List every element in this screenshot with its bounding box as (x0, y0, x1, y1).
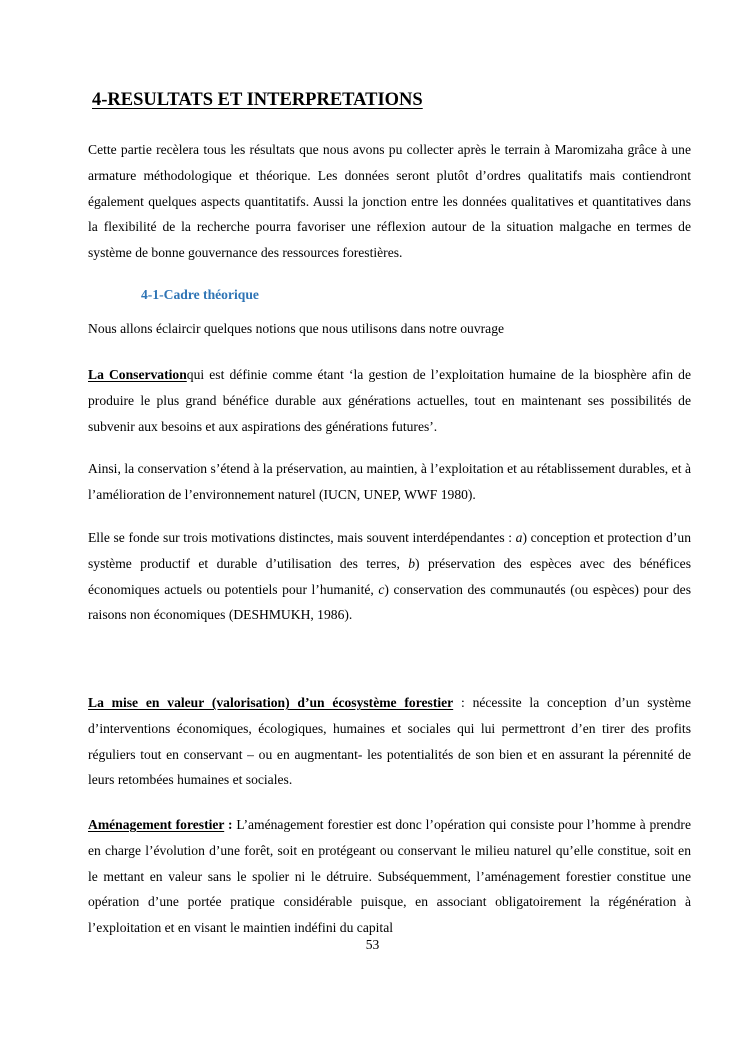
motivation-a-label: a (515, 530, 523, 545)
section-intro-paragraph: Cette partie recèlera tous les résultats que nous avons pu collecter après le terrain à Maromizaha grâce à une armature méthodologique et théorique. Les données seront plutôt d’ordres qualitatifs mais contiendront également quelques aspects quantitatifs. Aussi la jonction entre les données qualitatives et quantitatives dans la flexibilité de la recherche pourra favoriser une réflexion autour de la situation malgache en termes de système de bonne gouvernance des ressources forestières. (88, 142, 691, 261)
amenagement-term: Aménagement forestier (88, 817, 225, 832)
subsection-intro-paragraph: Nous allons éclaircir quelques notions que nous utilisons dans notre ouvrage (88, 321, 505, 336)
motivation-b-label: b (408, 555, 416, 571)
motivations-lead-text: Elle se fonde sur trois motivations distinctes, mais souvent interdépendantes : (88, 530, 516, 545)
amenagement-definition-text: L’aménagement forestier est donc l’opération qui consiste pour l’homme à prendre en charge l’évolution d’une forêt, soit en protégeant ou conservant le milieu naturel qu’elle constitue, soit en le mettant en valeur sans le spolier ni le détruire. Subséquemment, l’aménagement forestier constitue une opération d’une portée pratique considérable puisque, en associant obligatoirement la régénération à l’exploitation et en visant le maintien indéfini du capital (88, 817, 691, 936)
mise-en-valeur-definition-text: : nécessite la conception d’un système d’interventions économiques, écologiques, humaines et sociales qui lui permettront d’en tirer des profits réguliers tout en conservant – ou en augmentant- les potentialités de son bien et en assurant la pérennité de leurs retombées humaines et sociales. (88, 695, 691, 788)
conservation-definition-text: qui est définie comme étant ‘la gestion de l’exploitation humaine de la biosphère afin de produire le plus grand bénéfice durable aux générations actuelles, tout en maintenant ses possibilités de subvenir aux besoins et aux aspirations des générations futures’. (88, 367, 691, 434)
conservation-definition-paragraph (88, 362, 691, 439)
conservation-motivations-paragraph (88, 525, 691, 628)
motivation-b-text: ) préservation des espèces avec des bénéfices économiques actuels ou potentiels pour l’humanité, (88, 555, 691, 597)
mise-en-valeur-paragraph (88, 690, 691, 793)
mise-en-valeur-term: La mise en valeur (valorisation) d’un écosystème forestier (88, 695, 454, 710)
conservation-extension-paragraph: Ainsi, la conservation s’étend à la préservation, au maintien, à l’exploitation et au rétablissement durables, et à l’amélioration de l’environnement naturel (IUCN, UNEP, WWF 1980). (88, 461, 691, 502)
amenagement-separator: : (224, 817, 233, 832)
amenagement-paragraph (88, 812, 691, 941)
motivation-a-text: ) conception et protection d’un système productif et durable d’utilisation des terres, (88, 530, 691, 571)
subsection-heading: 4-1-Cadre théorique (141, 287, 259, 302)
motivation-c-label: c (378, 581, 385, 597)
section-heading: 4-RESULTATS ET INTERPRETATIONS (92, 90, 423, 110)
page-number: 53 (365, 937, 380, 952)
conservation-term: La Conservation (88, 367, 187, 382)
motivation-c-text: ) conservation des communautés (ou espèces) pour des raisons non économiques (DESHMUKH, 1986). (88, 581, 692, 623)
